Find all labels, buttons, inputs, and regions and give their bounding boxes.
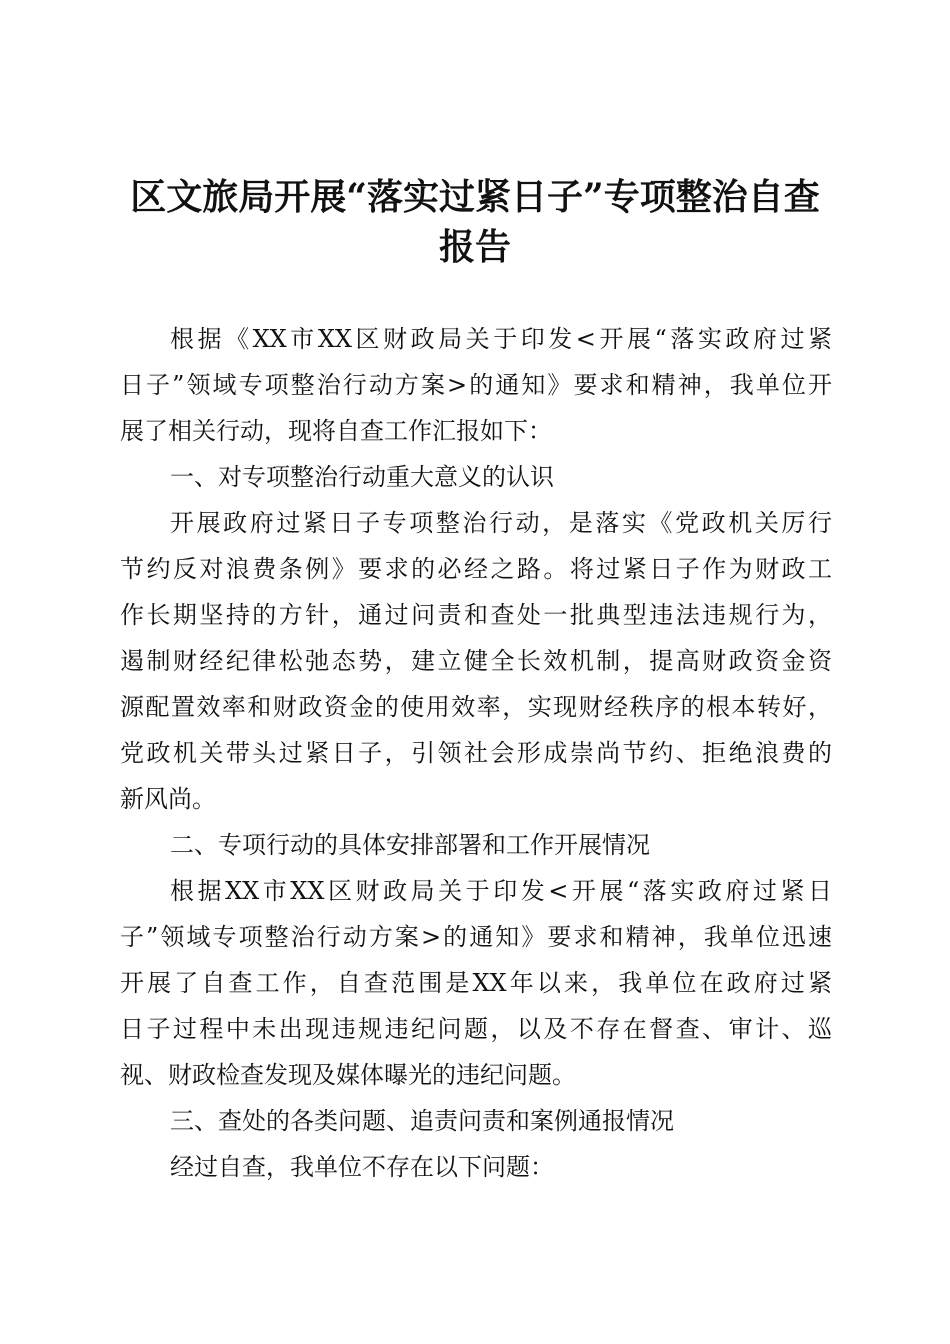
paragraph-line: 新风尚。: [120, 785, 216, 813]
paragraph-line: 根据XX市XX区财政局关于印发<开展“落实政府过紧日: [170, 877, 832, 905]
section-heading-2: 二、专项行动的具体安排部署和工作开展情况: [170, 831, 650, 859]
section-heading-3: 三、查处的各类问题、追责问责和案例通报情况: [170, 1107, 674, 1135]
paragraph-line: 根据《XX市XX区财政局关于印发<开展“落实政府过紧: [170, 325, 832, 353]
paragraph-line: 遏制财经纪律松弛态势，建立健全长效机制，提高财政资金资: [120, 647, 832, 675]
section-heading-1: 一、对专项整治行动重大意义的认识: [170, 463, 554, 491]
paragraph-line: 经过自查，我单位不存在以下问题：: [170, 1153, 554, 1181]
paragraph-line: 源配置效率和财政资金的使用效率，实现财经秩序的根本转好，: [120, 693, 832, 721]
paragraph-line: 日子过程中未出现违规违纪问题，以及不存在督查、审计、巡: [120, 1015, 832, 1043]
paragraph-line: 开展政府过紧日子专项整治行动，是落实《党政机关厉行: [170, 509, 832, 537]
paragraph-line: 子”领域专项整治行动方案>的通知》要求和精神，我单位迅速: [120, 923, 832, 951]
paragraph-line: 日子”领域专项整治行动方案>的通知》要求和精神，我单位开: [120, 371, 832, 399]
document-body: [120, 316, 832, 1190]
paragraph-line: 作长期坚持的方针，通过问责和查处一批典型违法违规行为，: [120, 601, 832, 629]
paragraph-line: 展了相关行动，现将自查工作汇报如下：: [120, 417, 552, 445]
paragraph-line: 党政机关带头过紧日子，引领社会形成崇尚节约、拒绝浪费的: [120, 739, 832, 767]
title-line-2: 报告: [438, 226, 511, 268]
paragraph-line: 节约反对浪费条例》要求的必经之路。将过紧日子作为财政工: [120, 555, 832, 583]
title-line-1: 区文旅局开展“落实过紧日子”专项整治自查: [130, 176, 820, 218]
paragraph-line: 开展了自查工作，自查范围是XX年以来，我单位在政府过紧: [120, 969, 832, 997]
paragraph-line: 视、财政检查发现及媒体曝光的违纪问题。: [120, 1061, 576, 1089]
document-title: [110, 172, 840, 272]
